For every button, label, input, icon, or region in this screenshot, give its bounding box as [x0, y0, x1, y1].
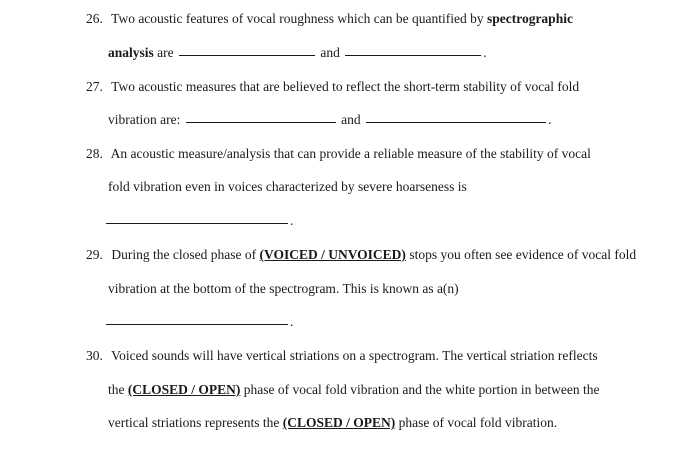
answer-blank[interactable]	[179, 54, 315, 56]
question-number: 30.	[86, 348, 103, 363]
answer-blank[interactable]	[106, 222, 288, 224]
question-number: 29.	[86, 247, 103, 262]
question-28-line-3	[106, 212, 293, 230]
bold-term: spectrographic	[486, 11, 573, 26]
answer-blank[interactable]	[106, 323, 288, 325]
question-29-line-1	[86, 246, 636, 264]
question-text: During the closed phase of	[111, 247, 257, 262]
question-text: Two acoustic measures that are believed to reflect the short-term stability of vocal fold	[111, 79, 580, 94]
question-26-line-1	[86, 10, 573, 28]
conjunction-text: and	[320, 45, 340, 60]
end-punctuation: .	[547, 112, 552, 127]
question-text: An acoustic measure/analysis that can provide a reliable measure of the stability of vocal	[110, 146, 591, 161]
question-28-line-1	[86, 145, 591, 163]
answer-blank[interactable]	[186, 121, 336, 123]
question-text: vertical striations represents the	[108, 415, 280, 430]
question-text: vibration at the bottom of the spectrogram. This is known as a(n)	[108, 281, 459, 296]
question-text: Two acoustic features of vocal roughness which can be quantified by	[111, 11, 484, 26]
conjunction-text: and	[341, 112, 361, 127]
question-number: 26.	[86, 11, 103, 26]
question-30-line-3	[108, 414, 557, 432]
end-punctuation: .	[290, 314, 294, 329]
question-text: the	[108, 382, 125, 397]
question-29-line-3	[106, 313, 293, 331]
question-30-line-2	[108, 381, 600, 399]
question-text: phase of vocal fold vibration.	[398, 415, 558, 430]
question-number: 27.	[86, 79, 103, 94]
question-text: Voiced sounds will have vertical striations on a spectrogram. The vertical striation reflects	[111, 348, 598, 363]
question-text: phase of vocal fold vibration and the white portion in between the	[243, 382, 600, 397]
answer-blank[interactable]	[366, 121, 546, 123]
question-text: fold vibration even in voices characterized by severe hoarseness is	[108, 179, 467, 194]
question-text: stops you often see evidence of vocal fold	[409, 247, 637, 262]
end-punctuation: .	[483, 45, 487, 60]
answer-blank[interactable]	[345, 54, 481, 56]
question-text: are	[157, 45, 174, 60]
closed-open-choice[interactable]: (CLOSED / OPEN)	[127, 382, 241, 397]
question-28-line-2	[108, 178, 467, 196]
question-30-line-1	[86, 347, 598, 365]
closed-open-choice[interactable]: (CLOSED / OPEN)	[282, 415, 396, 430]
question-number: 28.	[86, 146, 103, 161]
question-26-line-2	[108, 44, 487, 62]
question-27-line-2	[108, 111, 551, 129]
question-text: vibration are:	[108, 112, 181, 127]
question-27-line-1	[86, 78, 579, 96]
voiced-unvoiced-choice[interactable]: (VOICED / UNVOICED)	[259, 247, 406, 262]
end-punctuation: .	[290, 213, 294, 228]
question-29-line-2	[108, 280, 459, 298]
bold-term: analysis	[108, 45, 154, 60]
